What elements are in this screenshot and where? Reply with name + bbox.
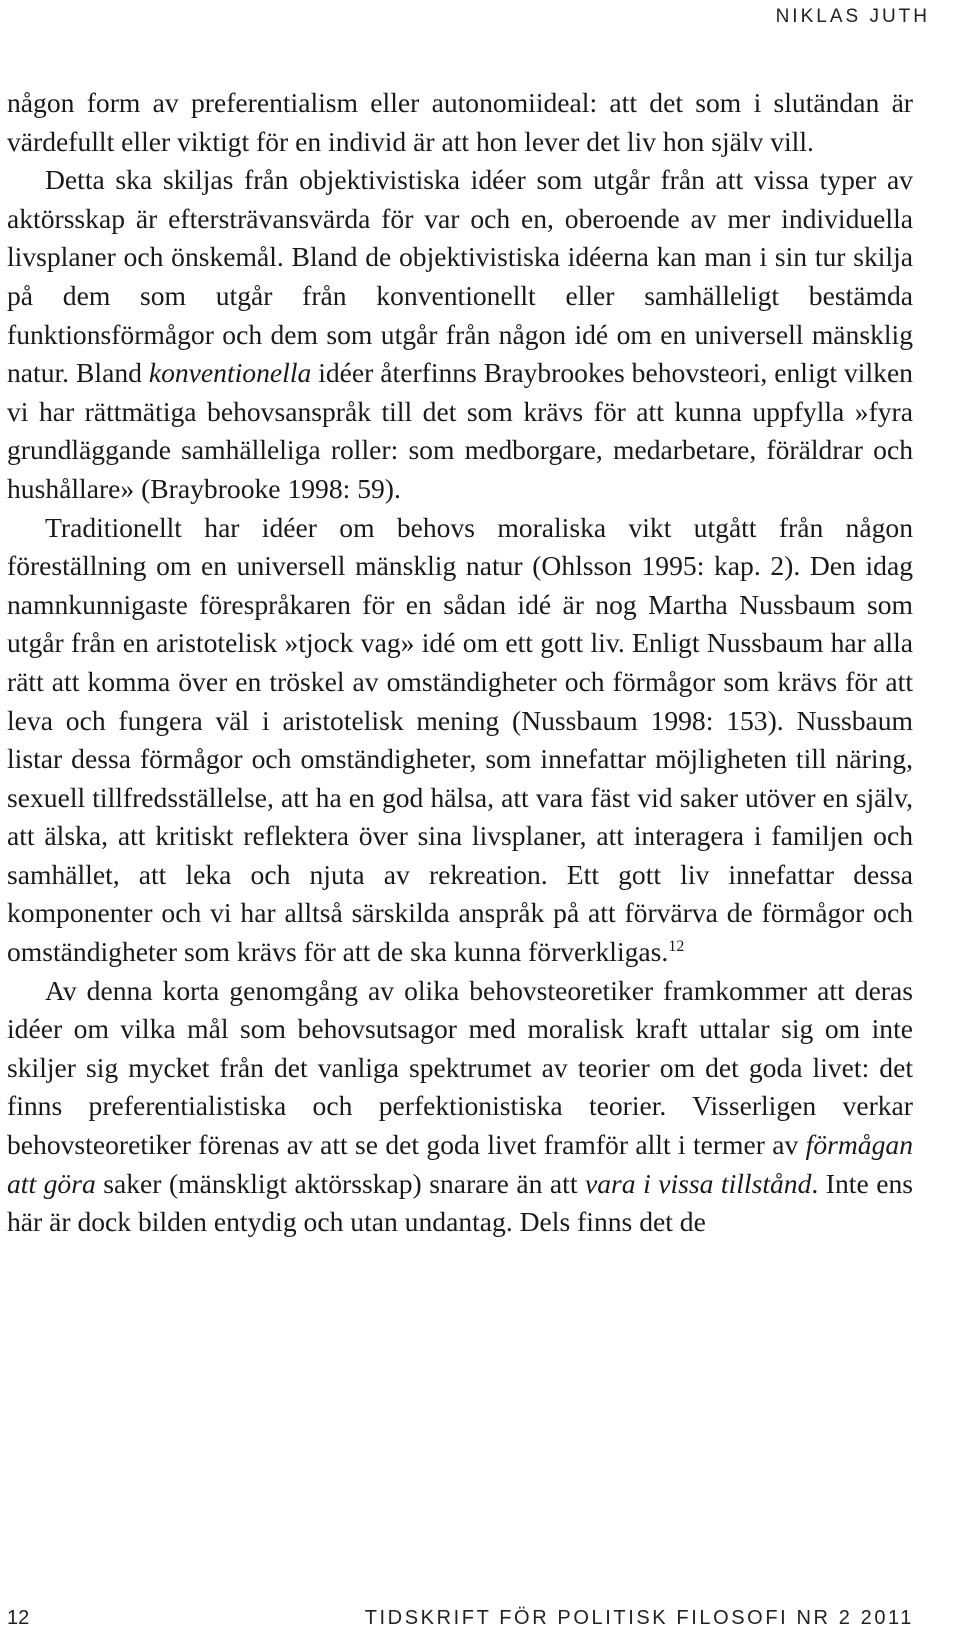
paragraph-4-text-a: Av denna korta genomgång av olika behovsteoretiker framkommer att deras idéer om vilka mål som behovsutsagor med moralisk kraft uttalar sig om inte skiljer sig mycket från det vanliga spektrumet av teorier om det goda livet: det finns preferentialistiska och perfektionistiska teorier. Visserligen verkar behovsteoretiker förenas av att se det goda livet framför allt i termer av bbox=[7, 974, 913, 1161]
paragraph-2-text-a: Detta ska skiljas från objektivistiska idéer som utgår från att vissa typer av aktörsskap är eftersträvansvärda för var och en, oberoende av mer individuella livsplaner och önskemål. Bland de objektivistiska idéerna kan man i sin tur skilja på dem som utgår från konventionellt eller samhälleligt bestämda funktionsförmågor och dem som utgår från någon idé om en universell mänsklig natur. Bland bbox=[7, 164, 913, 389]
paragraph-4-emphasis-2: vara i vissa tillstånd bbox=[585, 1167, 812, 1199]
paragraph-4-text-b: saker (mänskligt aktörsskap) snarare än att bbox=[95, 1167, 585, 1199]
paragraph-3 bbox=[7, 509, 913, 972]
page-number: 12 bbox=[7, 1607, 30, 1629]
paragraph-2-text-b: idéer återfinns Braybrookes behovsteori, enligt vilken vi har rättmätiga behovsanspråk till det som krävs för att kunna uppfylla »fyra grundläggande samhälleliga roller: som medborgare, medarbetare, föräldrar och hushållare» (Braybrooke 1998: 59). bbox=[7, 357, 913, 504]
paragraph-4-text-c: . Inte ens här är dock bilden entydig och utan undantag. Dels finns det de bbox=[7, 1167, 913, 1238]
paragraph-2-emphasis: konventionella bbox=[148, 357, 312, 389]
paragraph-2 bbox=[7, 161, 913, 508]
footnote-marker[interactable]: 12 bbox=[668, 937, 685, 955]
journal-title: TIDSKRIFT FÖR POLITISK FILOSOFI NR 2 2011 bbox=[364, 1607, 914, 1629]
paragraph-1 bbox=[7, 84, 913, 161]
running-head: NIKLAS JUTH bbox=[775, 6, 930, 27]
paragraph-1-text: någon form av preferentialism eller autonomiideal: att det som i slutändan är värdefullt eller viktigt för en individ är att hon lever det liv hon själv vill. bbox=[7, 87, 913, 157]
article-body bbox=[7, 84, 913, 1242]
paragraph-4 bbox=[7, 972, 913, 1242]
paragraph-3-text: Traditionellt har idéer om behovs moraliska vikt utgått från någon föreställning om en universell mänsklig natur (Ohlsson 1995: kap. 2). Den idag namnkunnigaste förespråkaren för en sådan idé är nog Martha Nussbaum som utgår från en aristotelisk »tjock vag» idé om ett gott liv. Enligt Nussbaum har alla rätt att komma över en tröskel av omständigheter och förmågor som krävs för att leva och fungera väl i aristotelisk mening (Nussbaum 1998: 153). Nussbaum listar dessa förmågor och omständigheter, som innefattar möjligheten till näring, sexuell tillfredsställelse, att ha en god hälsa, att vara fäst vid saker utöver en själv, att älska, att kritiskt reflektera över sina livsplaner, att interagera i familjen och samhället, att leka och njuta av rekreation. Ett gott liv innefattar dessa komponenter och vi har alltså särskilda anspråk på att förvärva de förmågor och omständigheter som krävs för att de ska kunna förverkligas. bbox=[7, 511, 913, 968]
paragraph-4-emphasis-1: förmågan att göra bbox=[7, 1129, 913, 1199]
